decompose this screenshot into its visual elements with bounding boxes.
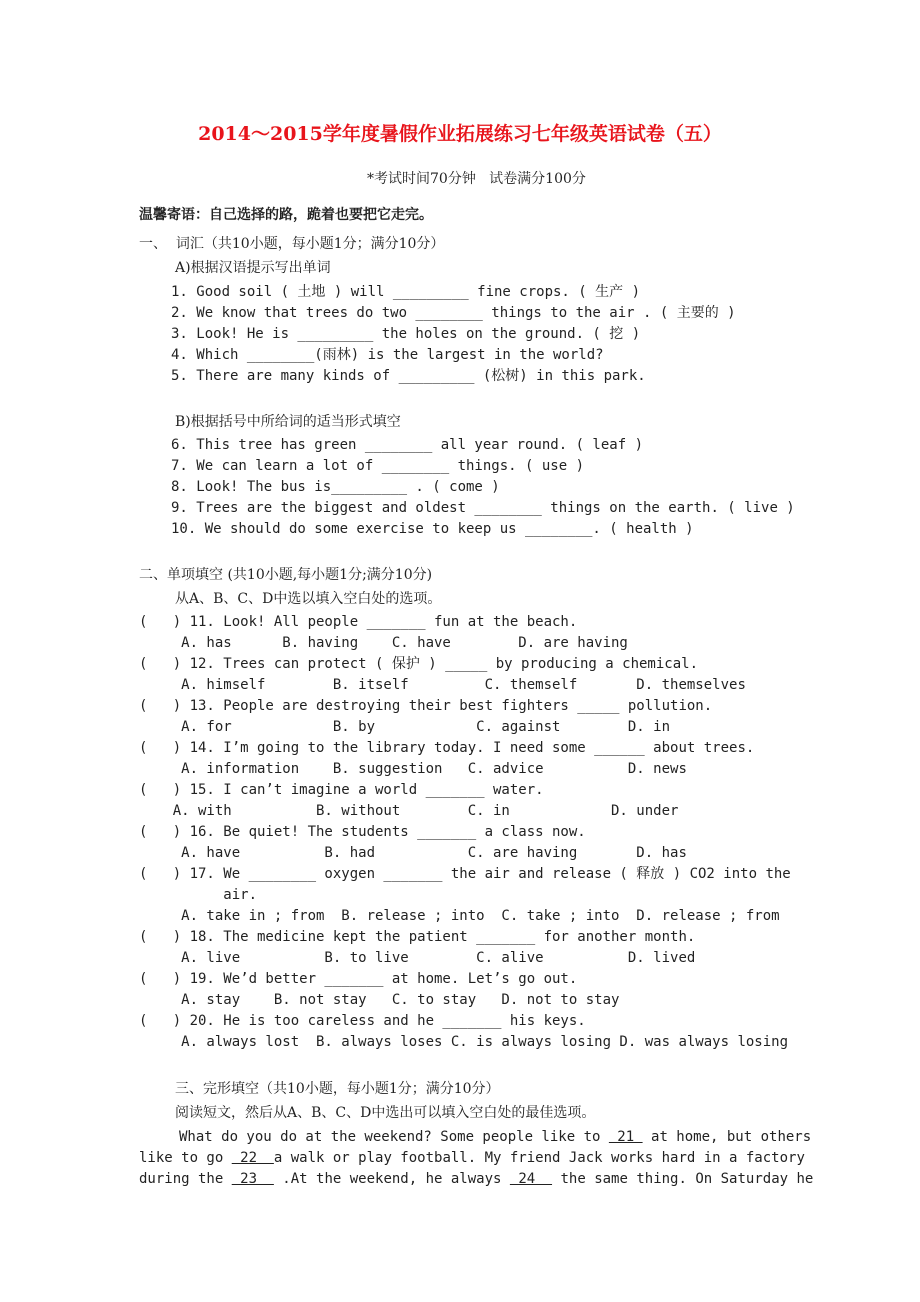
- passage-blank: 21: [608, 1129, 643, 1145]
- passage-text: during the: [139, 1171, 232, 1187]
- options-line: A. himself B. itself C. themself D. themselves: [139, 677, 746, 693]
- passage-text: like to go: [139, 1150, 232, 1166]
- options-line: A. take in ; from B. release ; into C. take ; into D. release ; from: [139, 908, 780, 924]
- section1-partA-heading: A)根据汉语提示写出单词: [175, 260, 331, 276]
- section3-instruction: 阅读短文，然后从A、B、C、D中选出可以填入空白处的最佳选项。: [175, 1105, 596, 1121]
- question-line: ( ) 11. Look! All people _______ fun at the beach.: [139, 614, 578, 630]
- question-line-cont: air.: [139, 887, 258, 903]
- options-line: A. has B. having C. have D. are having: [139, 635, 628, 651]
- question-line: ( ) 12. Trees can protect ( 保护 ) _____ by producing a chemical.: [139, 656, 699, 672]
- passage-line: [179, 1128, 811, 1146]
- passage-text: What do you do at the weekend? Some people like to: [179, 1129, 609, 1145]
- passage-blank: 24: [509, 1171, 553, 1187]
- question-line: ( ) 16. Be quiet! The students _______ a class now.: [139, 824, 586, 840]
- question-line: ( ) 14. I’m going to the library today. I need some ______ about trees.: [139, 740, 755, 756]
- question-item: 8. Look! The bus is_________ . ( come ): [171, 479, 500, 495]
- question-item: 9. Trees are the biggest and oldest ________ things on the earth. ( live ): [171, 500, 795, 516]
- page-title: 2014～2015学年度暑假作业拓展练习七年级英语试卷（五）: [198, 123, 722, 145]
- passage-blank: 23: [231, 1171, 274, 1187]
- question-item: 10. We should do some exercise to keep us ________. ( health ): [171, 521, 694, 537]
- question-item: 4. Which ________(雨林) is the largest in the world?: [171, 347, 604, 363]
- options-line: A. for B. by C. against D. in: [139, 719, 671, 735]
- question-item: 7. We can learn a lot of ________ things. ( use ): [171, 458, 585, 474]
- question-line: ( ) 19. We’d better _______ at home. Let’s go out.: [139, 971, 578, 987]
- question-item: 3. Look! He is _________ the holes on the ground. ( 挖 ): [171, 326, 641, 342]
- passage-text: a walk or play football. My friend Jack works hard in a factory: [273, 1150, 805, 1166]
- options-line: A. information B. suggestion C. advice D. news: [139, 761, 687, 777]
- passage-line: [139, 1149, 805, 1167]
- options-line: A. with B. without C. in D. under: [139, 803, 679, 819]
- section2-instruction: 从A、B、C、D中选以填入空白处的选项。: [175, 591, 442, 607]
- section1-heading: 一、 词汇（共10小题，每小题1分；满分10分）: [139, 236, 445, 252]
- question-line: ( ) 13. People are destroying their best fighters _____ pollution.: [139, 698, 713, 714]
- motto: 温馨寄语：自己选择的路，跪着也要把它走完。: [139, 207, 433, 223]
- question-line: ( ) 15. I can’t imagine a world _______ water.: [139, 782, 544, 798]
- section3-heading: 三、完形填空（共10小题，每小题1分；满分10分）: [175, 1081, 500, 1097]
- options-line: A. live B. to live C. alive D. lived: [139, 950, 696, 966]
- passage-text: at home, but others: [642, 1129, 812, 1145]
- question-item: 6. This tree has green ________ all year round. ( leaf ): [171, 437, 644, 453]
- question-item: 5. There are many kinds of _________ (松树) in this park.: [171, 368, 646, 384]
- question-line: ( ) 20. He is too careless and he _______ his keys.: [139, 1013, 586, 1029]
- passage-line: [139, 1170, 813, 1188]
- question-line: ( ) 17. We ________ oxygen _______ the air and release ( 释放 ) CO2 into the: [139, 866, 791, 882]
- question-item: 1. Good soil ( 土地 ) will _________ fine crops. ( 生产 ): [171, 284, 641, 300]
- passage-text: the same thing. On Saturday he: [552, 1171, 814, 1187]
- options-line: A. always lost B. always loses C. is always losing D. was always losing: [139, 1034, 789, 1050]
- options-line: A. stay B. not stay C. to stay D. not to stay: [139, 992, 620, 1008]
- section1-partB-heading: B)根据括号中所给词的适当形式填空: [175, 414, 401, 430]
- question-item: 2. We know that trees do two ________ things to the air . ( 主要的 ): [171, 305, 736, 321]
- question-line: ( ) 18. The medicine kept the patient _______ for another month.: [139, 929, 696, 945]
- passage-text: .At the weekend, he always: [273, 1171, 510, 1187]
- options-line: A. have B. had C. are having D. has: [139, 845, 687, 861]
- exam-info: *考试时间70分钟 试卷满分100分: [367, 171, 586, 187]
- section2-heading: 二、单项填空 (共10小题,每小题1分;满分10分): [139, 567, 433, 583]
- passage-blank: 22: [231, 1150, 274, 1166]
